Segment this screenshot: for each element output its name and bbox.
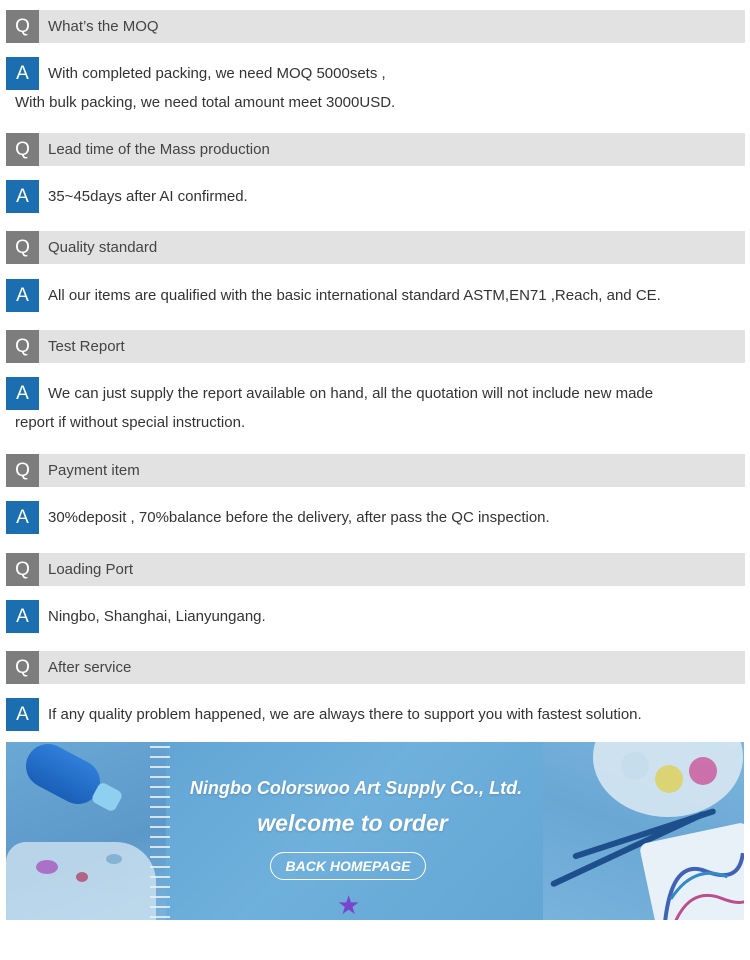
a-badge: A: [6, 180, 39, 213]
a-badge: A: [6, 377, 39, 410]
faq-question-row: [6, 651, 745, 684]
paint-palette-image: [593, 742, 743, 817]
star-icon: ★: [337, 890, 361, 920]
q-badge: Q: [6, 10, 39, 43]
faq-answer-after-service: If any quality problem happened, we are always there to support you with fastest solution.: [48, 706, 642, 723]
q-badge: Q: [6, 231, 39, 264]
faq-question-moq: What’s the MOQ: [48, 18, 159, 35]
q-badge: Q: [6, 454, 39, 487]
q-badge: Q: [6, 651, 39, 684]
faq-question-after-service: After service: [48, 659, 132, 676]
a-badge: A: [6, 698, 39, 731]
faq-answer-quality: All our items are qualified with the basic international standard ASTM,EN71 ,Reach, and CE.: [48, 287, 661, 304]
faq-answer-lead-time: 35~45days after AI confirmed.: [48, 188, 248, 205]
faq-answer-test-report-line1: We can just supply the report available on hand, all the quotation will not include new made: [48, 385, 654, 402]
a-badge: A: [6, 600, 39, 633]
faq-question-row: [6, 133, 745, 166]
faq-answer-payment: 30%deposit , 70%balance before the delivery, after pass the QC inspection.: [48, 509, 550, 526]
faq-answer-moq-line1: With completed packing, we need MOQ 5000sets ,: [48, 65, 386, 82]
q-badge: Q: [6, 330, 39, 363]
back-homepage-button[interactable]: BACK HOMEPAGE: [270, 852, 426, 880]
faq-answer-test-report-line2: report if without special instruction.: [15, 414, 246, 431]
faq-question-row: [6, 330, 745, 363]
faq-question-row: [6, 454, 745, 487]
art-supplies-photo-right: [543, 742, 744, 920]
welcome-text: welcome to order: [257, 810, 448, 836]
a-badge: A: [6, 279, 39, 312]
faq-answer-loading-port: Ningbo, Shanghai, Lianyungang.: [48, 608, 266, 625]
a-badge: A: [6, 501, 39, 534]
company-name: Ningbo Colorswoo Art Supply Co., Ltd.: [189, 778, 523, 798]
faq-question-loading-port: Loading Port: [48, 561, 134, 578]
a-badge: A: [6, 57, 39, 90]
faq-answer-moq-line2: With bulk packing, we need total amount meet 3000USD.: [15, 94, 396, 111]
faq-question-payment: Payment item: [48, 462, 140, 479]
faq-question-quality: Quality standard: [48, 239, 158, 256]
faq-question-row: [6, 10, 745, 43]
company-banner: [6, 742, 744, 920]
paint-cloth-image: [6, 842, 156, 920]
faq-question-test-report: Test Report: [48, 338, 125, 355]
faq-question-lead-time: Lead time of the Mass production: [48, 141, 270, 158]
q-badge: Q: [6, 553, 39, 586]
faq-question-row: [6, 231, 745, 264]
q-badge: Q: [6, 133, 39, 166]
art-supplies-photo-left: [6, 742, 166, 920]
faq-question-row: [6, 553, 745, 586]
notebook-spiral-binding: [150, 742, 170, 920]
